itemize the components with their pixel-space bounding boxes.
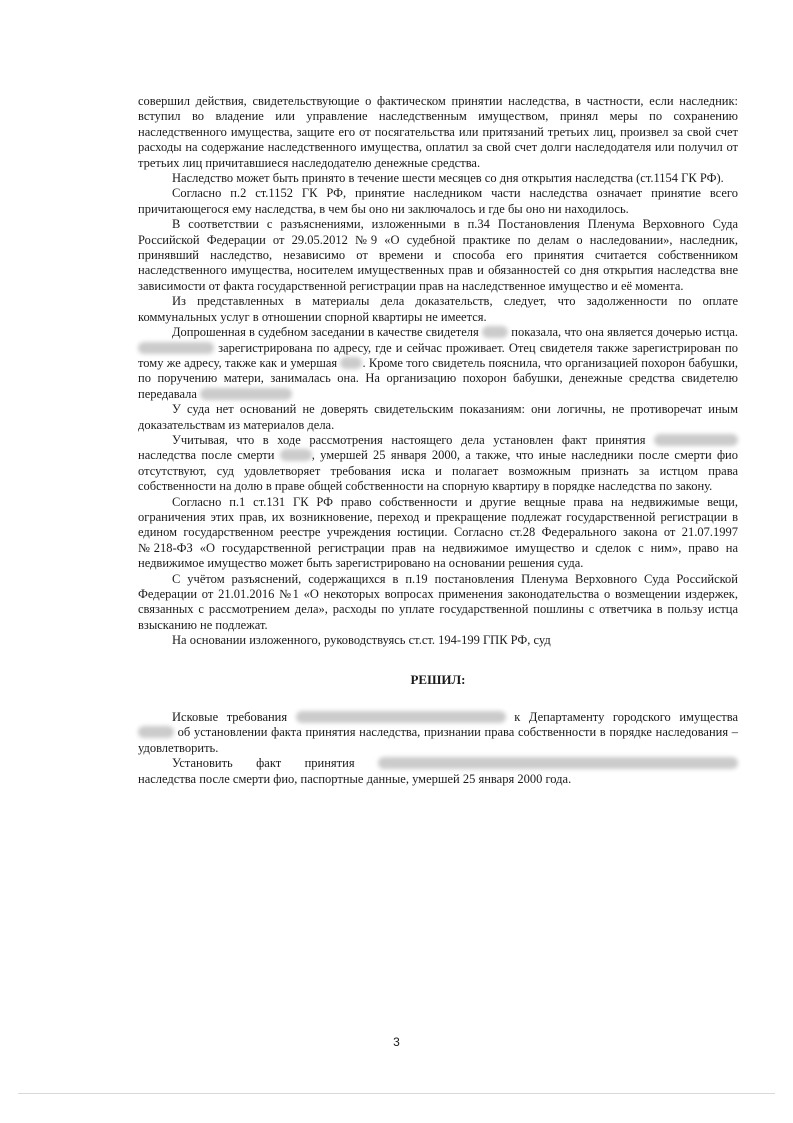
text-fragment: . Кроме того свидетель пояснила, что организацией похорон бабушки, по поручению матери, занималась она. На организацию похорон бабушки, денежные средства свидетелю передавала xyxy=(138,355,739,401)
redacted-name xyxy=(340,357,362,369)
paragraph: Из представленных в материалы дела доказательств, следует, что задолженности по оплате коммунальных услуг в отношении спорной квартиры не имеется. xyxy=(138,294,738,324)
text-fragment: наследства после смерти xyxy=(138,448,275,463)
redacted-name xyxy=(378,757,738,769)
redacted-name xyxy=(138,342,214,354)
text-fragment: Исковые требования xyxy=(172,710,288,725)
paragraph: совершил действия, свидетельствующие о фактическом принятии наследства, в частности, если наследник: вступил во владение или управление наследственным имуществом, принял меры по сохранению наследственного имущества, защите его от посягательства или притязаний третьих лиц, произвел за свой счет расходы на содержание наследственного имущества, оплатил за свой счет долги наследодателя или получил от третьих лиц причитавшиеся наследодателю денежные средства. xyxy=(138,94,738,170)
witness-paragraph xyxy=(138,325,738,402)
establish-paragraph xyxy=(138,756,738,787)
decision-heading: РЕШИЛ: xyxy=(410,671,466,687)
document-body xyxy=(138,94,738,787)
text-fragment: наследства после смерти фио, паспортные данные, умершей 25 января 2000 года. xyxy=(138,771,572,786)
redacted-name xyxy=(654,434,738,446)
text-fragment: к Департаменту городского имущества xyxy=(514,710,738,725)
text-fragment: об установлении факта принятия наследства, признании права собственности в порядке наследования – удовлетворить. xyxy=(138,725,738,755)
redacted-name xyxy=(280,449,312,461)
text-fragment: Допрошенная в судебном заседании в качестве свидетеля xyxy=(172,325,479,340)
claims-paragraph xyxy=(138,710,738,756)
text-fragment: показала, что она является дочерью истца. xyxy=(511,325,739,340)
page-divider xyxy=(18,1093,775,1094)
paragraph: На основании изложенного, руководствуясь ст.ст. 194-199 ГПК РФ, суд xyxy=(172,633,551,648)
paragraph: Наследство может быть принято в течение шести месяцев со дня открытия наследства (ст.1154 ГК РФ). xyxy=(172,171,724,186)
paragraph: Согласно п.2 ст.1152 ГК РФ, принятие наследником части наследства означает принятие всего причитающегося ему наследства, в чем бы оно ни заключалось и где бы оно ни находилось. xyxy=(138,186,738,216)
text-fragment: зарегистрирована по адресу, где и сейчас проживает. Отец свидетеля также зарегистрирован по тому же адресу, также как и умершая xyxy=(138,340,739,370)
redacted-name xyxy=(138,726,174,738)
paragraph: С учётом разъяснений, содержащихся в п.19 постановления Пленума Верховного Суда Российской Федерации от 21.01.2016 №1 «О некоторых вопросах применения законодательства о возмещении издержек, связанных с рассмотрением дела», расходы по уплате государственной пошлины с ответчика в пользу истца взысканию не подлежат. xyxy=(138,571,738,632)
text-fragment: , умершей 25 января 2000, а также, что иные наследники после смерти фио отсутствуют, суд удовлетворяет требования иска и полагает возможным признать за истцом права собственности на долю в праве общей собственности на спорную квартиру в порядке наследства по закону. xyxy=(138,448,738,494)
redacted-name xyxy=(482,326,508,338)
considering-paragraph xyxy=(138,433,738,495)
redacted-name xyxy=(200,388,292,400)
text-fragment: Учитывая, что в ходе рассмотрения настоящего дела установлен факт принятия xyxy=(172,432,646,447)
text-fragment: Установить факт принятия xyxy=(172,756,355,771)
paragraph: Согласно п.1 ст.131 ГК РФ право собственности и другие вещные права на недвижимые вещи, ограничения этих прав, их возникновение, переход и прекращение подлежат государственной регистрации в едином государственном реестре учреждения юстиции. Согласно ст.28 Федерального закона от 21.07.1997 №218-ФЗ «О государственной регистрации прав на недвижимое имущество и сделок с ним», право на недвижимое имущество может быть зарегистрировано на основании решения суда. xyxy=(138,494,738,571)
page-number: 3 xyxy=(393,1035,400,1049)
paragraph: В соответствии с разъяснениями, изложенными в п.34 Постановления Пленума Верховного Суда Российской Федерации от 29.05.2012 №9 «О судебной практике по делам о наследовании», наследник, принявший наследство, независимо от времени и способа его принятия считается собственником наследственного имущества, носителем имущественных прав и обязанностей со дня открытия наследства вне зависимости от факта государственной регистрации прав на наследственное имущество и её момента. xyxy=(138,217,738,293)
paragraph: У суда нет оснований не доверять свидетельским показаниям: они логичны, не противоречат иным доказательствам из материалов дела. xyxy=(138,402,738,432)
redacted-name xyxy=(296,711,506,723)
